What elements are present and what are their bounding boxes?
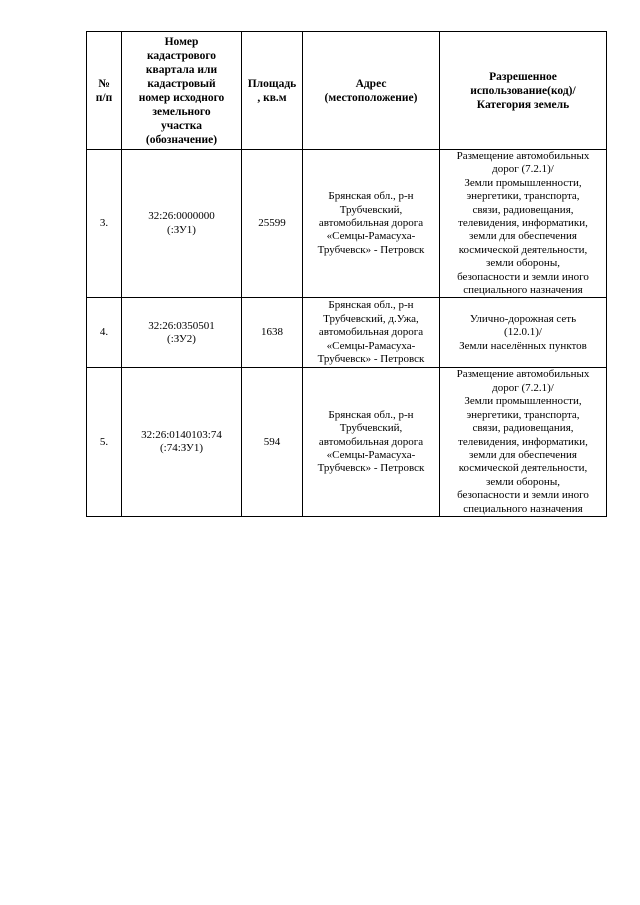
text-line: участка — [161, 119, 202, 132]
text-line: дорог (7.2.1)/ — [492, 163, 554, 176]
text-line: земельного — [152, 105, 211, 118]
text-line: 32:26:0140103:74 — [141, 428, 222, 441]
row-number: 4. — [87, 298, 122, 368]
area-value: 1638 — [242, 298, 303, 368]
table-row — [87, 368, 607, 516]
text-line: связи, радиовещания, — [472, 422, 574, 435]
text-line: «Семцы-Рамасуха- — [326, 448, 416, 461]
address — [303, 298, 440, 368]
text-line: Трубчевск» - Петровск — [317, 353, 425, 366]
text-line: безопасности и земли иного — [457, 489, 589, 502]
text-line: автомобильная дорога — [318, 326, 424, 339]
text-line: Земли промышленности, — [464, 395, 582, 408]
text-line: дорог (7.2.1)/ — [492, 381, 554, 394]
text-line: (:74:ЗУ1) — [160, 442, 203, 455]
text-line: энергетики, транспорта, — [466, 190, 580, 203]
text-line: Номер — [164, 35, 199, 48]
text-line: (:ЗУ1) — [167, 223, 196, 236]
text-line: Улично-дорожная сеть — [469, 312, 577, 325]
text-line: (обозначение) — [145, 133, 218, 146]
text-line: безопасности и земли иного — [457, 270, 589, 283]
table-row — [87, 298, 607, 368]
address — [303, 368, 440, 516]
text-line: кадастровый — [147, 77, 216, 90]
text-line: Земли промышленности, — [464, 176, 582, 189]
text-line: Площадь — [247, 77, 297, 90]
text-line: «Семцы-Рамасуха- — [326, 230, 416, 243]
header-cadastral-number — [122, 32, 242, 150]
text-line: земли для обеспечения — [469, 448, 577, 461]
permitted-use — [440, 368, 607, 516]
area-value: 594 — [242, 368, 303, 516]
text-line: номер исходного — [138, 91, 225, 104]
text-line: космической деятельности, — [458, 243, 588, 256]
header-area — [242, 32, 303, 150]
text-line: (местоположение) — [324, 91, 418, 104]
text-line: п/п — [95, 91, 113, 104]
text-line: Трубчевск» - Петровск — [317, 462, 425, 475]
permitted-use — [440, 150, 607, 298]
text-line: № — [98, 77, 110, 90]
text-line: Трубчевский, — [339, 422, 403, 435]
address — [303, 150, 440, 298]
text-line: Брянская обл., р-н — [328, 190, 414, 203]
text-line: энергетики, транспорта, — [466, 408, 580, 421]
text-line: Разрешенное — [489, 70, 557, 83]
text-line: автомобильная дорога — [318, 217, 424, 230]
text-line: земли обороны, — [486, 257, 560, 270]
text-line: специального назначения — [463, 502, 583, 515]
text-line: 32:26:0000000 — [148, 210, 215, 223]
text-line: кадастрового — [146, 49, 217, 62]
text-line: Трубчевский, д.Ужа, — [323, 312, 419, 325]
text-line: телевидения, информатики, — [458, 435, 588, 448]
text-line: Брянская обл., р-н — [328, 408, 414, 421]
text-line: автомобильная дорога — [318, 435, 424, 448]
table-row — [87, 150, 607, 298]
text-line: Адрес — [355, 77, 387, 90]
cadastral-number — [122, 368, 242, 516]
text-line: земли для обеспечения — [469, 230, 577, 243]
text-line: Трубчевск» - Петровск — [317, 243, 425, 256]
cadastral-number — [122, 150, 242, 298]
text-line: (12.0.1)/ — [504, 326, 542, 339]
text-line: Трубчевский, — [339, 203, 403, 216]
table-header-row — [87, 32, 607, 150]
row-number: 5. — [87, 368, 122, 516]
text-line: специального назначения — [463, 284, 583, 297]
header-permitted-use — [440, 32, 607, 150]
text-line: Размещение автомобильных — [456, 150, 590, 162]
cadastral-number — [122, 298, 242, 368]
row-number: 3. — [87, 150, 122, 298]
text-line: телевидения, информатики, — [458, 217, 588, 230]
text-line: Брянская обл., р-н — [328, 299, 414, 312]
text-line: (:ЗУ2) — [167, 332, 196, 345]
text-line: использование(код)/ — [470, 84, 576, 97]
text-line: Земли населённых пунктов — [459, 339, 587, 352]
land-plots-table — [86, 31, 607, 517]
text-line: Размещение автомобильных — [456, 368, 590, 381]
text-line: земли обороны, — [486, 475, 560, 488]
text-line: Категория земель — [476, 98, 570, 111]
text-line: , кв.м — [257, 91, 287, 104]
permitted-use — [440, 298, 607, 368]
header-address — [303, 32, 440, 150]
text-line: связи, радиовещания, — [472, 203, 574, 216]
text-line: «Семцы-Рамасуха- — [326, 339, 416, 352]
header-num — [87, 32, 122, 150]
text-line: квартала или — [145, 63, 218, 76]
area-value: 25599 — [242, 150, 303, 298]
text-line: 32:26:0350501 — [148, 319, 215, 332]
text-line: космической деятельности, — [458, 462, 588, 475]
